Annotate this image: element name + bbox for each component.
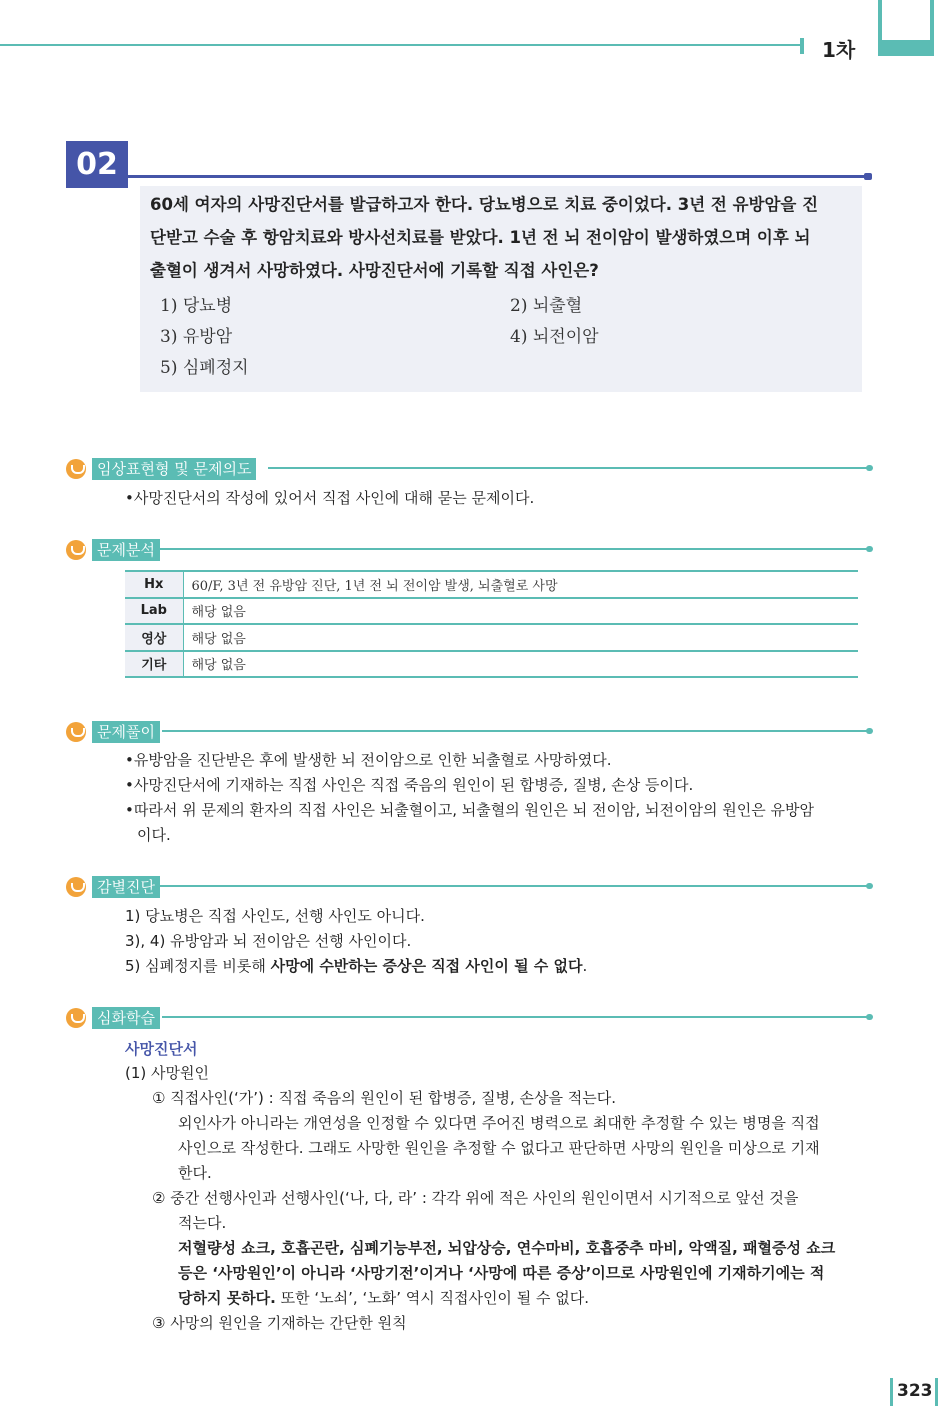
book-icon [66,540,86,560]
differential-line-3-bold: 사망에 수반하는 증상은 직접 사인이 될 수 없다 [270,957,583,975]
table-key: Hx [125,571,183,598]
advanced-item-1: (1) 사망원인 [125,1064,209,1082]
header-tab-inner [882,0,930,40]
stem-line-1: 60세 여자의 사망진단서를 발급하고자 한다. 당뇨병으로 치료 중이었다. 3년 전 유방암을 진 [150,195,819,214]
advanced-c2-last-bold: 당하지 못하다. [178,1289,276,1307]
header-tick [800,38,804,54]
table-value: 60/F, 3년 전 유방암 진단, 1년 전 뇌 전이암 발생, 뇌출혈로 사망 [183,571,858,598]
stem-line-2: 단받고 수술 후 항암치료와 방사선치료를 받았다. 1년 전 뇌 전이암이 발생하였으며 이후 뇌 [150,228,811,247]
table-row [125,624,858,651]
page-number-bar-right [935,1378,938,1406]
advanced-c2-last-normal: 또한 ‘노쇠’, ‘노화’ 역시 직접사인이 될 수 없다. [275,1289,589,1307]
option-1[interactable]: 1) 당뇨병 [160,296,233,316]
advanced-c2-line-1: ② 중간 선행사인과 선행사인(‘나, 다, 라’ : 각각 위에 적은 사인의 원인이면서 시기적으로 앞선 것을 [152,1189,799,1207]
option-2[interactable]: 2) 뇌출혈 [510,296,583,316]
table-key: Lab [125,598,183,625]
advanced-subheading: 사망진단서 [125,1040,198,1058]
differential-line-2: 3), 4) 유방암과 뇌 전이암은 선행 사인이다. [125,932,412,950]
section-rule-end [866,883,873,889]
table-value: 해당 없음 [183,651,858,678]
table-key: 기타 [125,651,183,678]
section-rule-end [866,546,873,552]
section-rule [162,1016,868,1018]
section-rule [162,730,868,732]
solution-bullet-3: •따라서 위 문제의 환자의 직접 사인은 뇌출혈이고, 뇌출혈의 원인은 뇌 전이암, 뇌전이암의 원인은 유방암 [125,801,814,819]
book-icon [66,722,86,742]
advanced-c2-bold-1: 저혈량성 쇼크, 호흡곤란, 심폐기능부전, 뇌압상승, 연수마비, 호흡중추 마비, 악액질, 패혈증성 쇼크 [178,1239,836,1257]
table-value: 해당 없음 [183,624,858,651]
round-label: 1차 [822,38,856,62]
analysis-table [125,570,858,678]
section-rule [268,467,868,469]
question-number: 02 [66,141,128,188]
clinical-bullet-1: •사망진단서의 작성에 있어서 직접 사인에 대해 묻는 문제이다. [125,489,535,507]
section-rule [160,885,868,887]
section-title-clinical: 임상표현형 및 문제의도 [92,458,256,480]
differential-line-3-suffix: . [582,957,588,975]
advanced-c1-line-4: 한다. [178,1164,212,1182]
book-icon [66,1008,86,1028]
question-stem [150,188,856,287]
option-3[interactable]: 3) 유방암 [160,327,233,347]
book-icon [66,459,86,479]
section-title-differential: 감별진단 [92,876,160,898]
advanced-c2-bold-2: 등은 ‘사망원인’이 아니라 ‘사망기전’이거나 ‘사망에 따른 증상’이므로 사망원인에 기재하기에는 적 [178,1264,825,1282]
solution-bullet-3-cont: 이다. [137,826,171,844]
solution-bullet-1: •유방암을 진단받은 후에 발생한 뇌 전이암으로 인한 뇌출혈로 사망하였다. [125,751,612,769]
book-icon [66,877,86,897]
page-number-bar [890,1378,893,1406]
section-rule [160,548,868,550]
advanced-c3: ③ 사망의 원인을 기재하는 간단한 원칙 [152,1314,407,1332]
table-row [125,651,858,678]
section-rule-end [866,1014,873,1020]
option-5[interactable]: 5) 심폐정지 [160,358,249,378]
advanced-c2-line-2: 적는다. [178,1214,227,1232]
advanced-c1-line-2: 외인사가 아니라는 개연성을 인정할 수 있다면 주어진 병력으로 최대한 추정할 수 있는 병명을 직접 [178,1114,820,1132]
advanced-c2-last [178,1286,589,1310]
question-rule [128,175,866,178]
table-row [125,598,858,625]
section-rule-end [866,728,873,734]
stem-line-3: 출혈이 생겨서 사망하였다. 사망진단서에 기록할 직접 사인은? [150,261,599,280]
advanced-c1-line-1: ① 직접사인(‘가’) : 직접 죽음의 원인이 된 합병증, 질병, 손상을 적는다. [152,1089,616,1107]
question-rule-end [864,173,872,180]
header-rule [0,44,800,46]
advanced-c1-line-3: 사인으로 작성한다. 그래도 사망한 원인을 추정할 수 없다고 판단하면 사망의 원인을 미상으로 기재 [178,1139,820,1157]
section-title-analysis: 문제분석 [92,539,160,561]
section-title-advanced: 심화학습 [92,1007,160,1029]
option-4[interactable]: 4) 뇌전이암 [510,327,599,347]
table-key: 영상 [125,624,183,651]
table-row [125,571,858,598]
solution-bullet-2: •사망진단서에 기재하는 직접 사인은 직접 죽음의 원인이 된 합병증, 질병, 손상 등이다. [125,776,694,794]
differential-line-1: 1) 당뇨병은 직접 사인도, 선행 사인도 아니다. [125,907,425,925]
section-title-solution: 문제풀이 [92,721,160,743]
table-value: 해당 없음 [183,598,858,625]
differential-line-3-prefix: 5) 심폐정지를 비롯해 [125,957,271,975]
differential-line-3 [125,954,587,978]
page-number: 323 [897,1381,933,1401]
section-rule-end [866,465,873,471]
